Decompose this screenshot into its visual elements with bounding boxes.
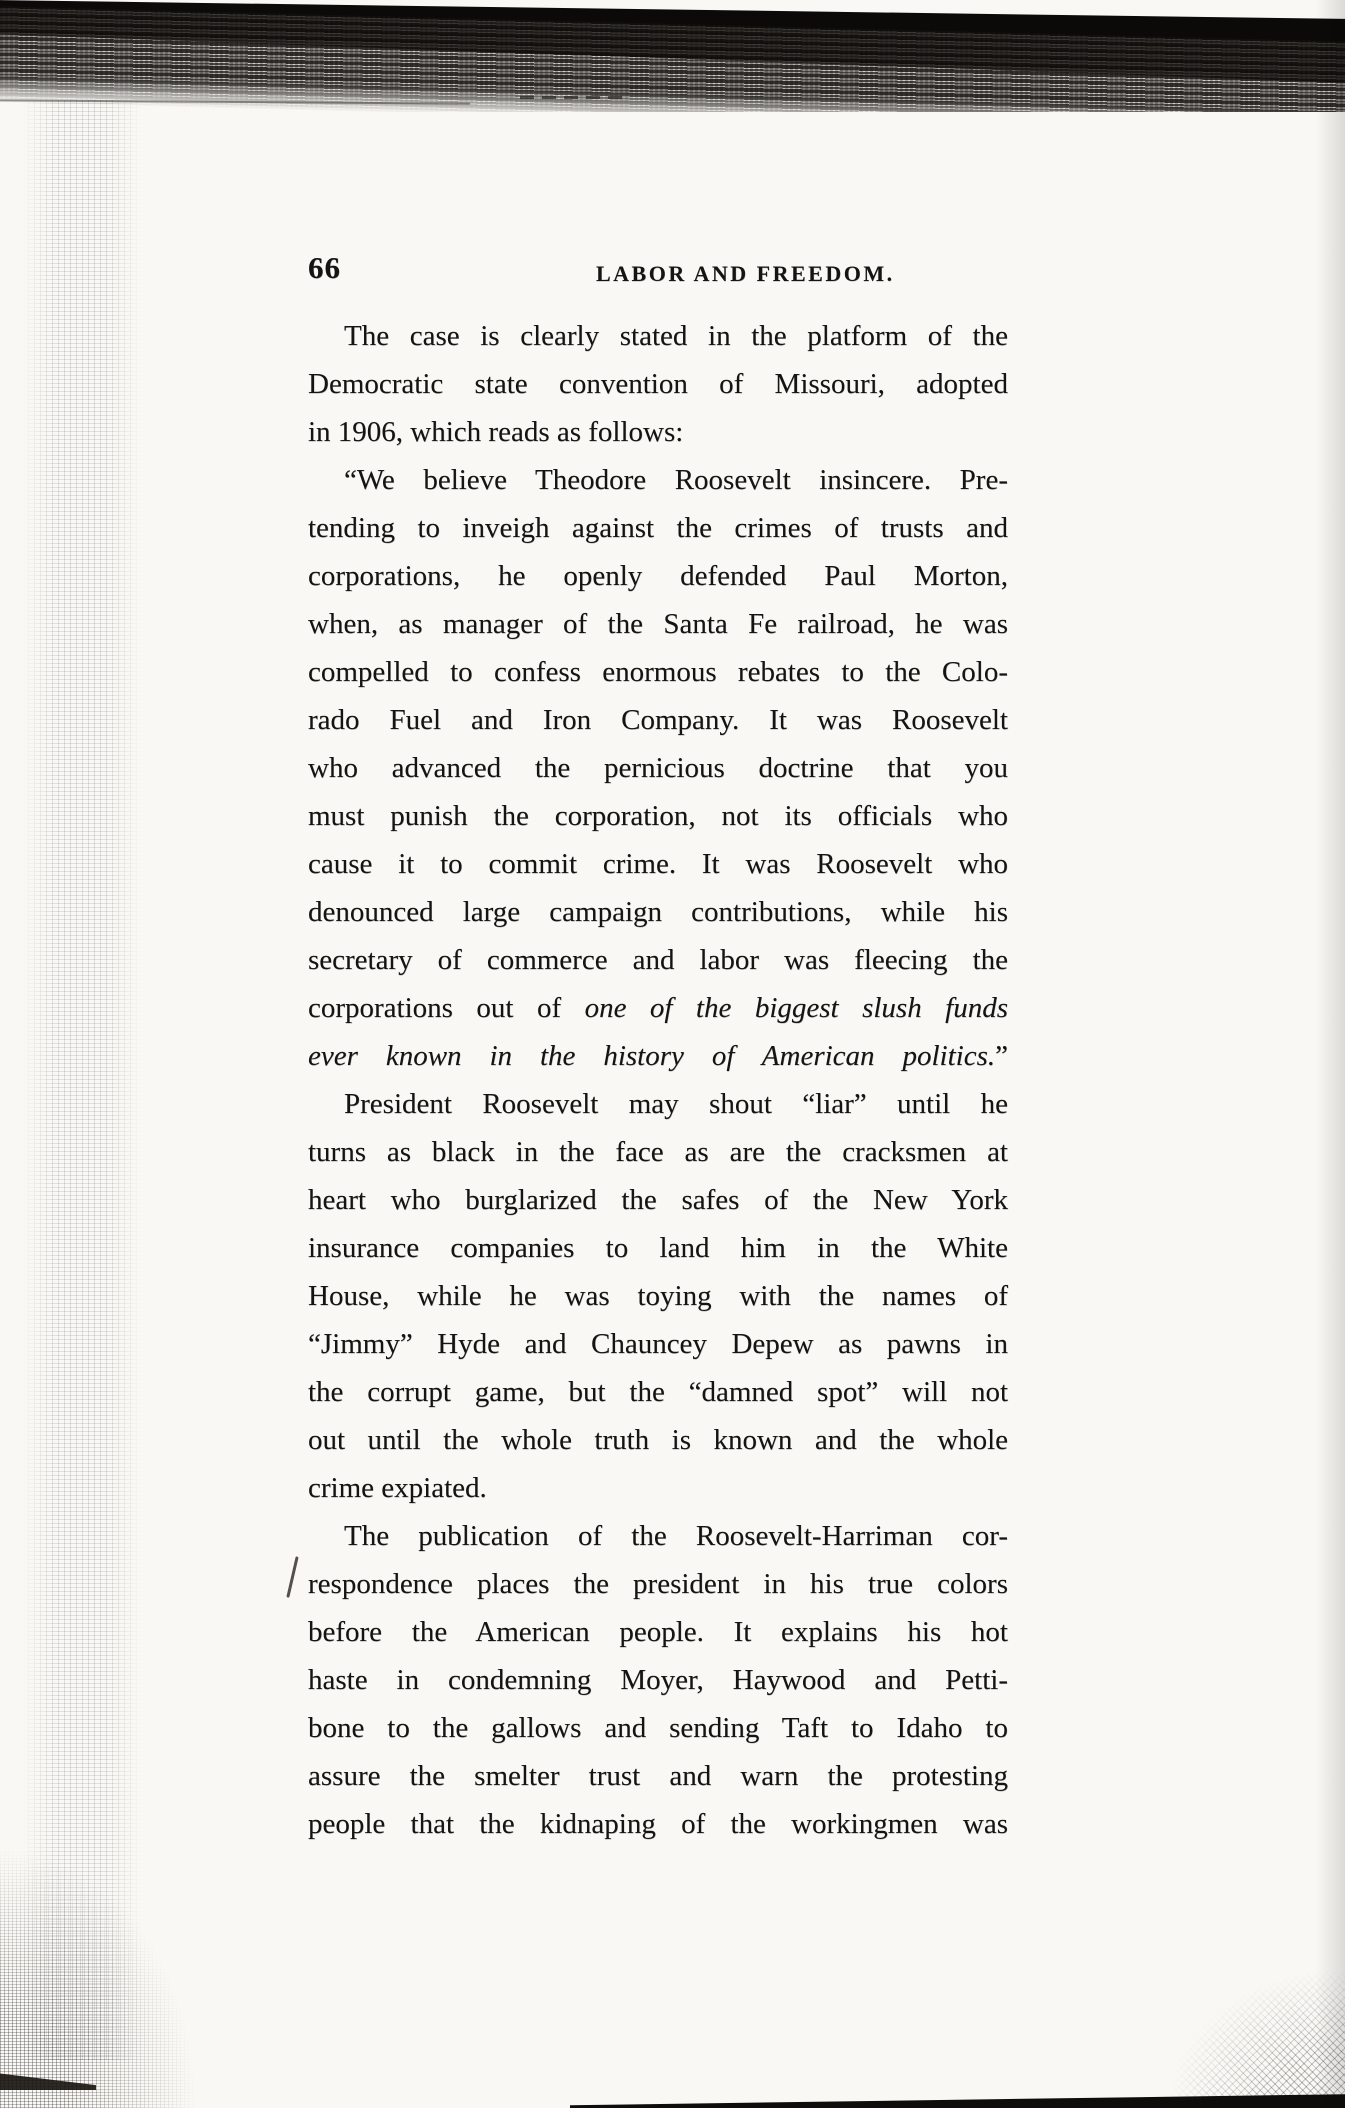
text-segment: cause it to commit crime. It was Roosevelt who <box>308 848 1008 880</box>
text-line <box>308 744 1008 792</box>
text-line <box>308 1272 1008 1320</box>
text-segment: denounced large campaign contributions, while his <box>308 896 1008 928</box>
text-line <box>308 1176 1008 1224</box>
text-segment: tending to inveigh against the crimes of trusts and <box>308 512 1008 544</box>
text-segment: corporations out of <box>308 992 585 1024</box>
text-segment: before the American people. It explains his hot <box>308 1616 1008 1648</box>
text-segment: when, as manager of the Santa Fe railroad, he was <box>308 608 1008 640</box>
text-segment: insurance companies to land him in the White <box>308 1232 1008 1264</box>
text-segment: turns as black in the face as are the cracksmen at <box>308 1136 1008 1168</box>
text-segment: bone to the gallows and sending Taft to Idaho to <box>308 1712 1008 1744</box>
italic-text-segment: one of the biggest slush funds <box>584 992 1009 1024</box>
text-segment: the corrupt game, but the “damned spot” will not <box>308 1376 1008 1408</box>
text-segment: Democratic state convention of Missouri, adopted <box>308 368 1008 400</box>
text-line <box>308 408 1008 456</box>
text-segment: crime expiated. <box>308 1472 487 1504</box>
text-line <box>308 1656 1008 1704</box>
text-segment: must punish the corporation, not its officials who <box>308 800 1008 832</box>
text-segment: The publication of the Roosevelt-Harriman cor- <box>344 1520 1008 1552</box>
text-segment: compelled to confess enormous rebates to the Colo- <box>308 656 1008 688</box>
text-segment: The case is clearly stated in the platform of the <box>344 320 1008 352</box>
paragraph <box>308 1512 1008 1848</box>
text-segment: “Jimmy” Hyde and Chauncey Depew as pawns in <box>308 1328 1008 1360</box>
text-line <box>308 1560 1008 1608</box>
text-line <box>308 1032 1008 1080</box>
text-segment: in 1906, which reads as follows: <box>308 416 684 448</box>
paragraph <box>308 456 1008 1080</box>
text-line <box>308 1368 1008 1416</box>
running-header-title: LABOR AND FREEDOM. <box>596 261 895 286</box>
text-line <box>308 1464 1008 1512</box>
text-line <box>308 1224 1008 1272</box>
text-segment: out until the whole truth is known and the whole <box>308 1424 1008 1456</box>
text-line <box>308 600 1008 648</box>
text-segment: haste in condemning Moyer, Haywood and Petti- <box>308 1664 1008 1696</box>
text-segment: corporations, he openly defended Paul Morton, <box>308 560 1008 592</box>
text-line <box>308 648 1008 696</box>
text-line <box>308 504 1008 552</box>
text-line <box>308 792 1008 840</box>
scan-band-squiggle <box>520 96 630 99</box>
paragraph <box>308 312 1008 456</box>
italic-text-segment: ever known in the history of American politics. <box>308 1040 996 1072</box>
text-segment: who advanced the pernicious doctrine that you <box>308 752 1008 784</box>
text-line <box>308 984 1008 1032</box>
text-segment: people that the kidnaping of the workingmen was <box>308 1808 1008 1840</box>
text-line <box>308 312 1008 360</box>
text-line <box>308 360 1008 408</box>
left-margin-scan-noise <box>22 100 142 2060</box>
text-line <box>308 552 1008 600</box>
text-line <box>308 696 1008 744</box>
text-line <box>308 1512 1008 1560</box>
text-segment: President Roosevelt may shout “liar” until he <box>344 1088 1008 1120</box>
text-segment: ” <box>995 1040 1008 1072</box>
page-body <box>308 312 1008 1848</box>
text-line <box>308 1608 1008 1656</box>
text-line <box>308 936 1008 984</box>
text-line <box>308 840 1008 888</box>
text-line <box>308 1752 1008 1800</box>
bottom-left-scan-noise <box>0 1850 195 2108</box>
text-line <box>308 888 1008 936</box>
text-line <box>308 1704 1008 1752</box>
pen-mark-slash <box>286 1556 298 1597</box>
page-number: 66 <box>308 250 341 285</box>
text-line <box>308 1080 1008 1128</box>
paragraph <box>308 1080 1008 1512</box>
text-segment: rado Fuel and Iron Company. It was Roosevelt <box>308 704 1008 736</box>
text-segment: assure the smelter trust and warn the protesting <box>308 1760 1008 1792</box>
text-line <box>308 1416 1008 1464</box>
text-line <box>308 1800 1008 1848</box>
text-segment: heart who burglarized the safes of the New York <box>308 1184 1008 1216</box>
text-line <box>308 1128 1008 1176</box>
text-segment: secretary of commerce and labor was fleecing the <box>308 944 1008 976</box>
text-line <box>308 456 1008 504</box>
text-segment: respondence places the president in his true colors <box>308 1568 1008 1600</box>
text-segment: House, while he was toying with the names of <box>308 1280 1008 1312</box>
top-scan-band <box>0 0 1345 112</box>
right-edge-vignette <box>1315 0 1345 2108</box>
text-line <box>308 1320 1008 1368</box>
text-segment: “We believe Theodore Roosevelt insincere. Pre- <box>344 464 1008 496</box>
